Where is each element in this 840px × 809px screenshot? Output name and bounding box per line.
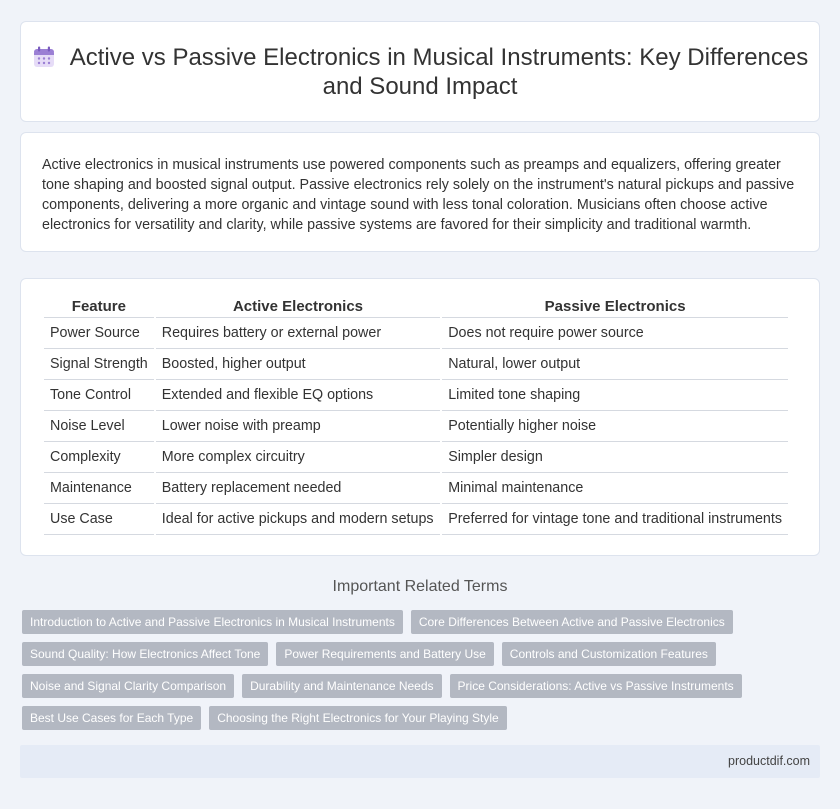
table-cell: Lower noise with preamp (156, 411, 440, 442)
table-cell: Complexity (44, 442, 154, 473)
table-cell: Simpler design (442, 442, 788, 473)
related-term-tag[interactable]: Choosing the Right Electronics for Your Playing Style (209, 706, 507, 730)
tag-row (22, 642, 782, 666)
table-cell: Ideal for active pickups and modern setups (156, 504, 440, 535)
tag-row (22, 674, 782, 698)
table-cell: Noise Level (44, 411, 154, 442)
table-cell: Preferred for vintage tone and traditional instruments (442, 504, 788, 535)
table-row (44, 411, 788, 442)
related-terms-tags (22, 610, 782, 738)
table-cell: Minimal maintenance (442, 473, 788, 504)
related-term-tag[interactable]: Noise and Signal Clarity Comparison (22, 674, 234, 698)
intro-paragraph: Active electronics in musical instruments use powered components such as preamps and equalizers, offering greater tone shaping and boosted signal output. Passive electronics rely solely on the instrument's natural pickups and passive components, delivering a more organic and vintage sound with less tonal coloration. Musicians often choose active electronics for versatility and clarity, while passive systems are favored for their simplicity and traditional warmth. (42, 157, 795, 233)
related-term-tag[interactable]: Core Differences Between Active and Passive Electronics (411, 610, 733, 634)
page-title (21, 43, 819, 101)
related-terms-heading: Important Related Terms (332, 578, 508, 595)
table-row (44, 380, 788, 411)
table-cell: Maintenance (44, 473, 154, 504)
related-term-tag[interactable]: Power Requirements and Battery Use (276, 642, 493, 666)
table-cell: Signal Strength (44, 349, 154, 380)
calendar-icon (32, 45, 56, 69)
title-card (20, 21, 820, 122)
header-feature: Feature (44, 296, 154, 318)
table-row (44, 318, 788, 349)
tag-row (22, 610, 782, 634)
title-text: Active vs Passive Electronics in Musical Instruments: Key Differences and Sound Impact (69, 44, 809, 100)
table-cell: Tone Control (44, 380, 154, 411)
table-cell: Potentially higher noise (442, 411, 788, 442)
table-cell: Battery replacement needed (156, 473, 440, 504)
intro-card (20, 132, 820, 252)
table-cell: Power Source (44, 318, 154, 349)
table-cell: Boosted, higher output (156, 349, 440, 380)
table-row (44, 473, 788, 504)
comparison-card (20, 278, 820, 556)
table-cell: Does not require power source (442, 318, 788, 349)
table-row (44, 442, 788, 473)
related-term-tag[interactable]: Best Use Cases for Each Type (22, 706, 201, 730)
table-cell: Natural, lower output (442, 349, 788, 380)
comparison-table (42, 296, 790, 535)
related-term-tag[interactable]: Controls and Customization Features (502, 642, 716, 666)
related-term-tag[interactable]: Durability and Maintenance Needs (242, 674, 441, 698)
header-passive: Passive Electronics (442, 296, 788, 318)
footer-bar (20, 745, 820, 778)
header-active: Active Electronics (156, 296, 440, 318)
footer-site-name: productdif.com (728, 754, 810, 768)
related-term-tag[interactable]: Price Considerations: Active vs Passive Instruments (450, 674, 742, 698)
table-row (44, 349, 788, 380)
tag-row (22, 706, 782, 730)
table-cell: Use Case (44, 504, 154, 535)
table-header-row (44, 296, 788, 318)
table-row (44, 504, 788, 535)
table-cell: More complex circuitry (156, 442, 440, 473)
table-cell: Extended and flexible EQ options (156, 380, 440, 411)
related-term-tag[interactable]: Introduction to Active and Passive Electronics in Musical Instruments (22, 610, 403, 634)
table-cell: Limited tone shaping (442, 380, 788, 411)
related-term-tag[interactable]: Sound Quality: How Electronics Affect Tone (22, 642, 268, 666)
table-cell: Requires battery or external power (156, 318, 440, 349)
